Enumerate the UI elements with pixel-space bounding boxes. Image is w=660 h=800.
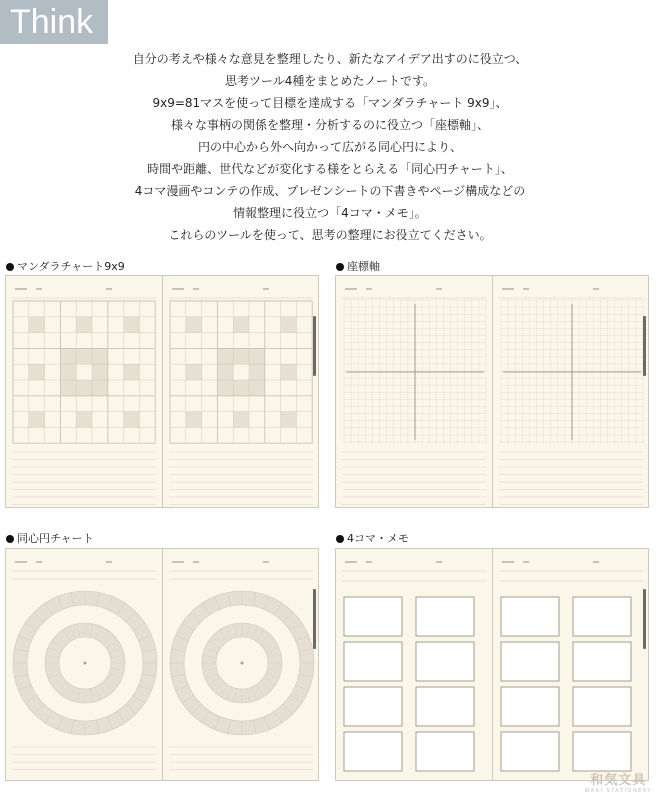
bookmark-ribbon-icon	[313, 316, 316, 376]
section-label-axis	[336, 258, 380, 274]
block-center-shade	[281, 364, 297, 380]
header-field-mark	[502, 288, 514, 290]
block-center-shade	[186, 317, 202, 333]
block-center-shade	[29, 412, 45, 428]
header-field-mark	[172, 288, 184, 290]
notebook-frames	[335, 548, 649, 781]
section-label-mandala	[6, 258, 125, 274]
intro-line: 様々な事柄の関係を整理・分析するのに役立つ「座標軸」、	[170, 118, 489, 132]
block-center-shade	[281, 412, 297, 428]
header-field-mark	[502, 561, 514, 563]
intro-line: 円の中心から外へ向かって広がる同心円により、	[197, 140, 462, 154]
intro-line: 9x9=81マスを使って目標を達成する「マンダラチャート 9x9」、	[152, 96, 508, 110]
block-center-shade	[124, 364, 140, 380]
memo-frame	[501, 732, 559, 771]
bookmark-ribbon-icon	[643, 589, 646, 649]
block-center-shade	[233, 412, 249, 428]
center-point	[241, 662, 244, 665]
memo-frame	[573, 732, 631, 771]
bullet-icon	[6, 263, 14, 271]
page-title-tag: Think	[0, 0, 108, 44]
notebook-spine	[162, 276, 163, 507]
header-field-mark	[366, 288, 372, 290]
section-label-text: 座標軸	[347, 260, 380, 273]
block-center-shade	[29, 317, 45, 333]
intro-line: 思考ツール4種をまとめたノートです。	[224, 74, 436, 88]
center-cell	[76, 364, 92, 380]
header-field-mark	[106, 561, 112, 563]
memo-frame	[573, 642, 631, 681]
section-label-text: マンダラチャート9x9	[17, 260, 125, 273]
header-field-mark	[593, 561, 599, 563]
header-field-mark	[345, 288, 357, 290]
memo-frame	[416, 687, 474, 726]
block-center-shade	[186, 364, 202, 380]
memo-frame	[501, 597, 559, 636]
memo-frame	[501, 642, 559, 681]
section-label-text: 同心円チャート	[17, 532, 94, 545]
center-point	[84, 662, 87, 665]
intro-line: 4コマ漫画やコンテの作成、プレゼンシートの下書きやページ構成などの	[134, 184, 526, 198]
memo-frame	[416, 597, 474, 636]
memo-frame	[344, 687, 402, 726]
header-field-mark	[172, 561, 184, 563]
header-field-mark	[193, 561, 199, 563]
block-center-shade	[29, 364, 45, 380]
header-field-mark	[523, 288, 529, 290]
memo-frame	[344, 732, 402, 771]
header-field-mark	[193, 288, 199, 290]
bullet-icon	[336, 263, 344, 271]
intro-text	[0, 48, 660, 246]
notebook-spine	[162, 549, 163, 780]
header-field-mark	[593, 288, 599, 290]
concentric-circle-pages	[6, 549, 320, 782]
header-field-mark	[523, 561, 529, 563]
bullet-icon	[336, 535, 344, 543]
memo-frame	[344, 642, 402, 681]
block-center-shade	[186, 412, 202, 428]
memo-frame	[573, 687, 631, 726]
four-frame-pages	[336, 549, 650, 782]
intro-line: 自分の考えや様々な意見を整理したり、新たなアイデア出すのに役立つ、	[132, 52, 528, 66]
notebook-spine	[492, 276, 493, 507]
block-center-shade	[124, 412, 140, 428]
bookmark-ribbon-icon	[643, 316, 646, 376]
intro-line: これらのツールを使って、思考の整理にお役立てください。	[168, 228, 492, 242]
mandala-chart-pages	[6, 276, 320, 509]
header-field-mark	[436, 561, 442, 563]
intro-line: 情報整理に役立つ「4コマ・メモ」。	[233, 206, 427, 220]
header-field-mark	[436, 288, 442, 290]
header-field-mark	[345, 561, 357, 563]
bullet-icon	[6, 535, 14, 543]
intro-line: 時間や距離、世代などが変化する様をとらえる「同心円チャート」、	[147, 162, 513, 176]
header-field-mark	[263, 561, 269, 563]
notebook-circle	[5, 548, 319, 781]
header-field-mark	[36, 561, 42, 563]
notebook-mandala	[5, 275, 319, 508]
header-field-mark	[366, 561, 372, 563]
header-field-mark	[263, 288, 269, 290]
memo-frame	[501, 687, 559, 726]
header-field-mark	[15, 561, 27, 563]
block-center-shade	[281, 317, 297, 333]
bookmark-ribbon-icon	[313, 589, 316, 649]
header-field-mark	[36, 288, 42, 290]
section-label-text: 4コマ・メモ	[347, 532, 409, 545]
axis-grid-pages	[336, 276, 650, 509]
watermark-logo: 和気文具 WAKI STATIONERY	[584, 773, 652, 794]
notebook-spine	[492, 549, 493, 780]
notebook-axis	[335, 275, 649, 508]
header-field-mark	[15, 288, 27, 290]
memo-frame	[416, 732, 474, 771]
block-center-shade	[76, 317, 92, 333]
memo-frame	[573, 597, 631, 636]
memo-frame	[416, 642, 474, 681]
block-center-shade	[76, 412, 92, 428]
block-center-shade	[124, 317, 140, 333]
center-cell	[233, 364, 249, 380]
section-label-frames	[336, 530, 409, 546]
section-label-circle	[6, 530, 94, 546]
block-center-shade	[233, 317, 249, 333]
header-field-mark	[106, 288, 112, 290]
memo-frame	[344, 597, 402, 636]
